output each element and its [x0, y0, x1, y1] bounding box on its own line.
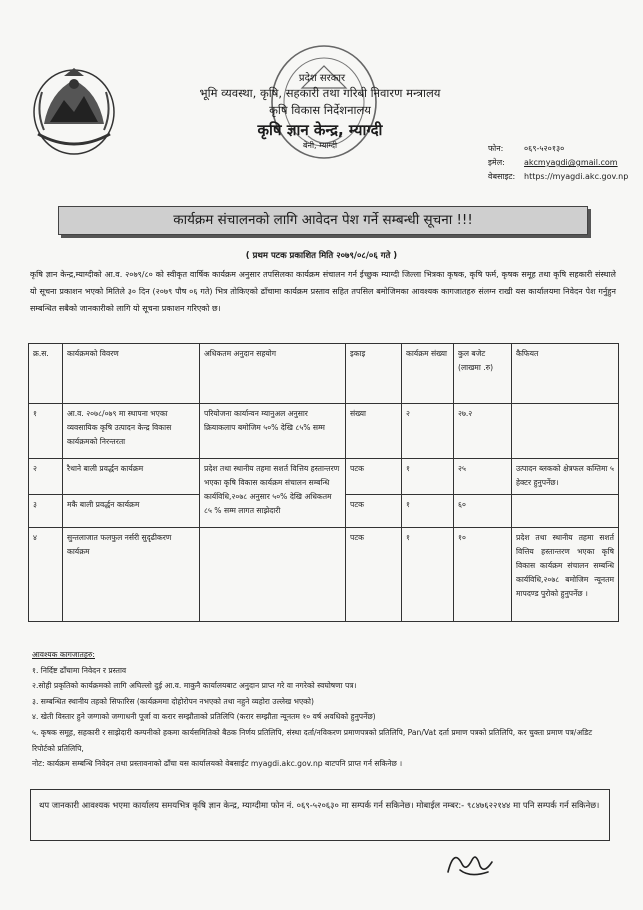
cell-sn: ३: [29, 495, 63, 528]
table-header-row: [29, 344, 619, 404]
cell-count: १: [402, 495, 454, 528]
cell-program: सुन्तलाजात फलफुल नर्सरी सुदृढीकरण कार्यक्रम: [63, 528, 200, 622]
cell-unit: पटक: [346, 459, 402, 495]
signature-icon: [440, 842, 504, 882]
header-count: कार्यक्रम संख्या: [402, 344, 454, 404]
required-documents: [32, 647, 616, 772]
cell-unit: संख्या: [346, 404, 402, 459]
header-unit: इकाइ: [346, 344, 402, 404]
program-table: [28, 343, 619, 622]
contact-website[interactable]: वेबसाइट: https://myagdi.akc.gov.np: [488, 172, 629, 181]
cell-sn: ४: [29, 528, 63, 622]
document-item: २.सोही प्रकृतिको कार्यक्रमको लागि अघिल्लो दुई आ.व. माकुनै कार्यालयबाट अनुदान प्राप्त गरे वा नगरेको स्वघोषणा पत्र।: [32, 681, 357, 691]
cell-grant-merged: प्रदेश तथा स्थानीय तहमा सशर्त वित्तिय हस्तान्तरण भएका कृषि विकास कार्यक्रम संचालन सम्बन्धि कार्यविधि,२०७८ अनुसार ५०% देखि अधिकतम ८५ % सम्म लागत साझेदारी: [200, 459, 346, 528]
cell-count: १: [402, 459, 454, 495]
cell-count: १: [402, 528, 454, 622]
header-budget: कुल बजेट (लाखमा .रु): [454, 344, 512, 404]
cell-budget: २७.२: [454, 404, 512, 459]
notice-intro: कृषि ज्ञान केन्द्र,म्याग्दीको आ.व. २०७९/८० को स्वीकृत वार्षिक कार्यक्रम अनुसार तपसिलका कार्यक्रम संचालन गर्न ईच्छुक म्याग्दी जिल्ला भित्रका कृषक, कृषि फर्म, कृषक समूह तथा कृषि सहकारी संस्थाले यो सूचना प्रकाशन भएको मितिले ३० दिन (२०७९ पौष ०६ गते) भित्र तोकिएको ढाँचामा कार्यक्रम प्रस्ताव सहित तपसिल बमोजिमका आवश्यक कागजातहरु संलग्न राखी यस कार्यालयमा निवेदन पेश गर्नुहुन सम्बन्धित सबैको जानकारीको लागि यो सूचना प्रकाशन गरिएको छ।: [30, 270, 616, 313]
cell-grant-empty: [200, 528, 346, 622]
cell-program: आ.व. २०७८/०७९ मा स्थापना भएका व्यवसायिक कृषि उत्पादन केन्द्र विकास कार्यक्रमको निरन्तरता: [63, 404, 200, 459]
cell-sn: १: [29, 404, 63, 459]
footer-contact-box: थप जानकारी आवश्यक भएमा कार्यालय समयभित्र कृषि ज्ञान केन्द्र, म्याग्दीमा फोन नं. ०६९-५२०६३० मा सम्पर्क गर्न सकिनेछ। मोबाईल नम्बर:- ९८४७६२२१४४ मा पनि सम्पर्क गर्न सकिनेछ।: [30, 789, 610, 841]
ministry-name: भूमि व्यवस्था, कृषि, सहकारी तथा गरिबी निवारण मन्त्रालय: [199, 86, 441, 100]
cell-program: रैथाने बाली प्रवर्द्धन कार्यक्रम: [63, 459, 200, 495]
document-item: ४. खेती विस्तार हुने जग्गाको जग्गाधनी पूर्जा वा करार सम्झौताको प्रतिलिपि (करार सम्झौता न्यूनतम १० वर्ष अवधिको हुनुपर्नेछ): [32, 712, 376, 722]
contact-email[interactable]: इमेल: akcmyagdi@gmail.com: [488, 158, 618, 167]
cell-unit: पटक: [346, 528, 402, 622]
header-sn: क्र.स.: [29, 344, 63, 404]
document-item: ३. सम्बन्धित स्थानीय तहको सिफारिस (कार्यक्रममा दोहोरोपन नभएको तथा नहुने व्यहोरा उल्लेख भएको): [32, 696, 314, 706]
contact-phone: फोन: ०६९-५२०१३०: [488, 144, 565, 153]
cell-grant: परियोजना कार्यान्वन म्यानुअल अनुसार क्रियाकलाप बमोजिम ५०% देखि ८५% सम्म: [200, 404, 346, 459]
nepal-emblem-icon: [30, 62, 118, 158]
header-grant: अधिकतम अनुदान सहयोग: [200, 344, 346, 404]
cell-remarks: प्रदेश तथा स्थानीय तहमा सशर्त वित्तिय हस्तान्तरण भएका कृषि विकास कार्यक्रम संचालन सम्बन्धि कार्यविधि,२०७८ बमोजिम न्यूनतम मापदण्ड पुरोको हुनुपर्नेछ ।: [512, 528, 619, 622]
cell-program: मकै बाली प्रवर्द्धन कार्यक्रम: [63, 495, 200, 528]
cell-unit: पटक: [346, 495, 402, 528]
cell-budget: ६०: [454, 495, 512, 528]
office-place: बेनी, म्याग्दी: [302, 141, 338, 150]
cell-remarks: [512, 404, 619, 459]
document-item: १. निर्दिष्ट ढाँचामा निवेदन र प्रस्ताव: [32, 665, 127, 675]
documents-note: नोट: कार्यक्रम सम्बन्धि निवेदन तथा प्रस्तावनाको ढाँचा यस कार्यालयको वेबसाईट myagdi.akc.gov.np बाटपनि प्राप्त गर्न सकिनेछ ।: [32, 759, 403, 769]
header-program: कार्यक्रमको विवरण: [63, 344, 200, 404]
document-item: ५. कृषक समूह, सहकारी र साझेदारी कम्पनीको हकमा कार्यसमितिको बैठक निर्णय प्रतिलिपि, संस्था दर्ता/नविकरण प्रमाणपत्रको प्रतिलिपि, Pan/Vat दर्ता प्रमाण पत्रको प्रतिलिपि, कर चुक्ता प्रमाण पत्र/अडिट रिपोर्टको प्रतिलिपि,: [32, 727, 593, 753]
cell-budget: १०: [454, 528, 512, 622]
table-row: [29, 528, 619, 622]
cell-remarks: [512, 495, 619, 528]
directorate-name: कृषि विकास निर्देशनालय: [269, 103, 371, 117]
table-row: [29, 404, 619, 459]
header-remarks: कैफियत: [512, 344, 619, 404]
cell-sn: २: [29, 459, 63, 495]
cell-budget: २५: [454, 459, 512, 495]
government-name: प्रदेश सरकार: [298, 73, 346, 84]
cell-remarks: उत्पादन ब्लकको क्षेत्रफल कम्तिमा ५ हेक्टर हुनुपर्नेछ।: [512, 459, 619, 495]
office-name: कृषि ज्ञान केन्द्र, म्याग्दी: [257, 121, 383, 139]
table-row: [29, 459, 619, 495]
notice-title: कार्यक्रम संचालनको लागि आवेदन पेश गर्ने सम्बन्धी सूचना !!!: [58, 206, 588, 235]
notice-subtitle: ( प्रथम पटक प्रकाशित मिति २०७९/०८/०६ गते ): [245, 251, 398, 261]
cell-count: २: [402, 404, 454, 459]
documents-heading: आवश्यक कागजातहरु:: [32, 650, 95, 659]
